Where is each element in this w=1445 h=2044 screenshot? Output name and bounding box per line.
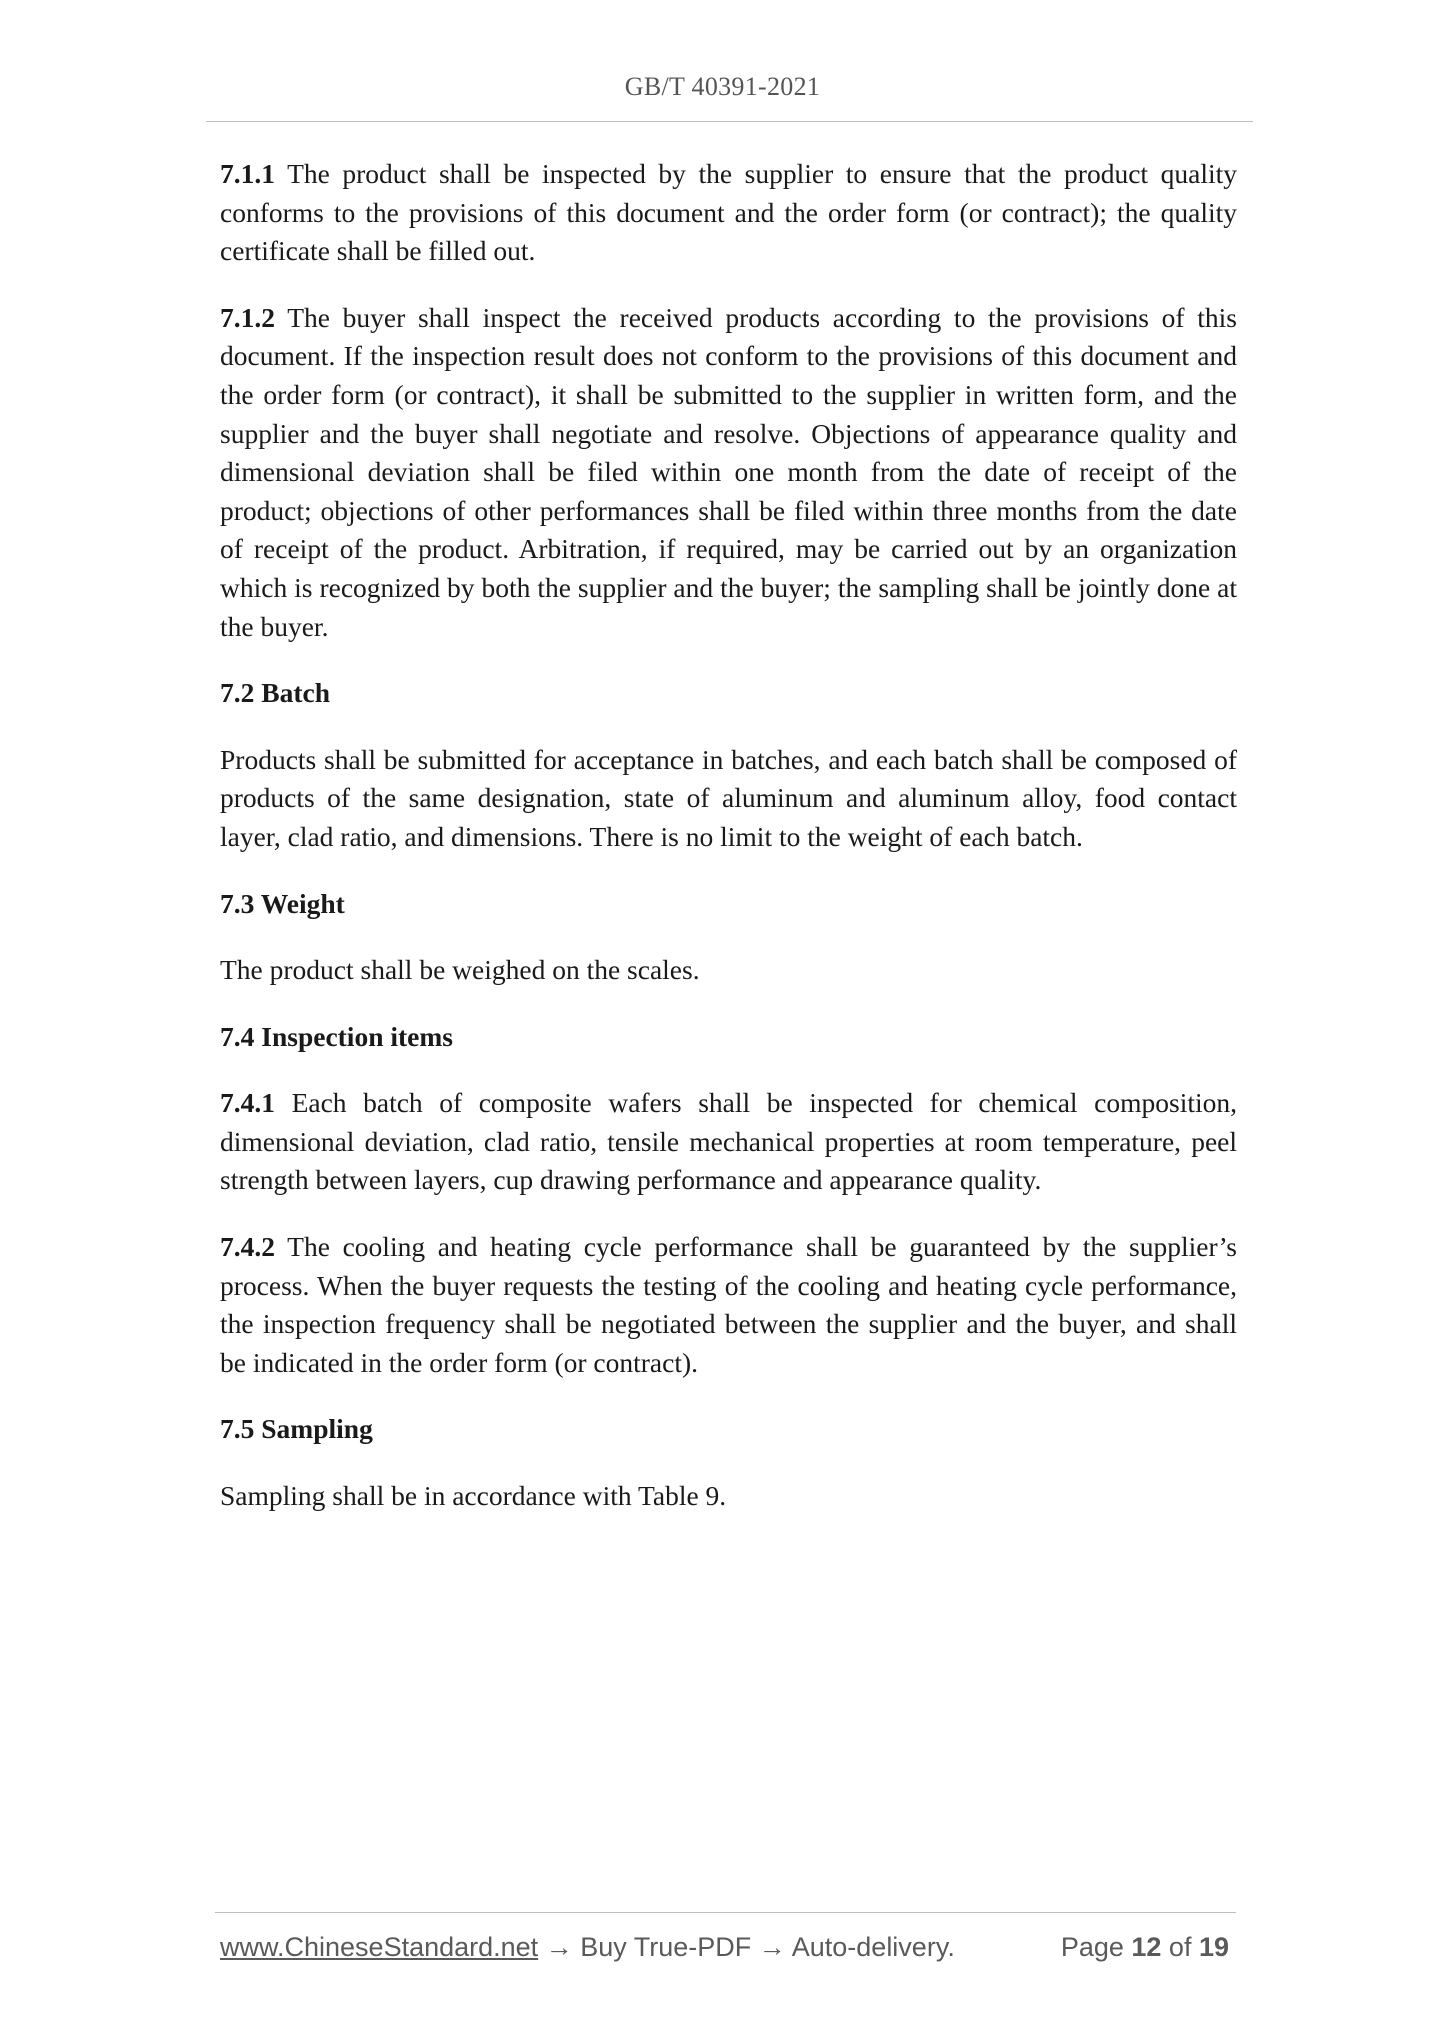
section-batch-text: Products shall be submitted for acceptance in batches, and each batch shall be composed of products of the same designation, state of aluminum and aluminum alloy, food contact layer, clad ratio, and dimensions. There is no limit to the weight of each batch. (220, 743, 1237, 852)
clause-7-1-1 (220, 155, 1237, 271)
section-heading-weight: 7.3 Weight (220, 887, 345, 919)
clause-7-1-2 (220, 299, 1237, 646)
clause-number: 7.4.2 (220, 1231, 275, 1263)
clause-number: 7.1.2 (220, 301, 275, 333)
page-of-label: of (1161, 1932, 1199, 1962)
page-label: Page (1060, 1932, 1132, 1962)
header-divider (206, 121, 1253, 122)
clause-text: The buyer shall inspect the received products according to the provisions of this document. If the inspection result does not conform to the provisions of this document and the order form (or contract), it shall be submitted to the supplier in written form, and the supplier and the buyer shall negotiate and resolve. Objections of appearance quality and dimensional deviation shall be filed within one month from the date of receipt of the product; objections of other performances shall be filed within three months from the date of receipt of the product. Arbitration, if required, may be carried out by an organization which is recognized by both the supplier and the buyer; the sampling shall be jointly done at the buyer. (220, 301, 1237, 642)
footer-divider (215, 1912, 1236, 1913)
page-indicator (1061, 1932, 1229, 1963)
clause-number: 7.4.1 (220, 1087, 275, 1119)
current-page-number: 12 (1131, 1932, 1162, 1962)
document-body (220, 155, 1237, 1544)
section-sampling-text: Sampling shall be in accordance with Table 9. (220, 1480, 727, 1512)
clause-7-4-1 (220, 1084, 1237, 1200)
clause-text: The product shall be inspected by the supplier to ensure that the product quality conforms to the provisions of this document and the order form (or contract); the quality certificate shall be filled out. (220, 158, 1237, 267)
footer-tagline: → Buy True-PDF → Auto-delivery. (538, 1932, 955, 1962)
section-heading-inspection-items: 7.4 Inspection items (220, 1020, 453, 1052)
section-heading-batch: 7.2 Batch (220, 677, 330, 709)
total-page-number: 19 (1198, 1932, 1229, 1962)
clause-7-4-2 (220, 1228, 1237, 1382)
section-heading-sampling: 7.5 Sampling (220, 1413, 373, 1445)
clause-text: Each batch of composite wafers shall be inspected for chemical composition, dimensional deviation, clad ratio, tensile mechanical properties at room temperature, peel strength between layers, cup drawing performance and appearance quality. (220, 1087, 1237, 1196)
footer-promo (220, 1932, 955, 1963)
section-weight-text: The product shall be weighed on the scales. (220, 954, 700, 986)
clause-text: The cooling and heating cycle performance shall be guaranteed by the supplier’s process. When the buyer requests the testing of the cooling and heating cycle performance, the inspection frequency shall be negotiated between the supplier and the buyer, and shall be indicated in the order form (or contract). (220, 1231, 1237, 1378)
website-link[interactable]: www.ChineseStandard.net (220, 1932, 539, 1962)
document-header-title: GB/T 40391-2021 (624, 72, 821, 101)
clause-number: 7.1.1 (220, 158, 275, 189)
